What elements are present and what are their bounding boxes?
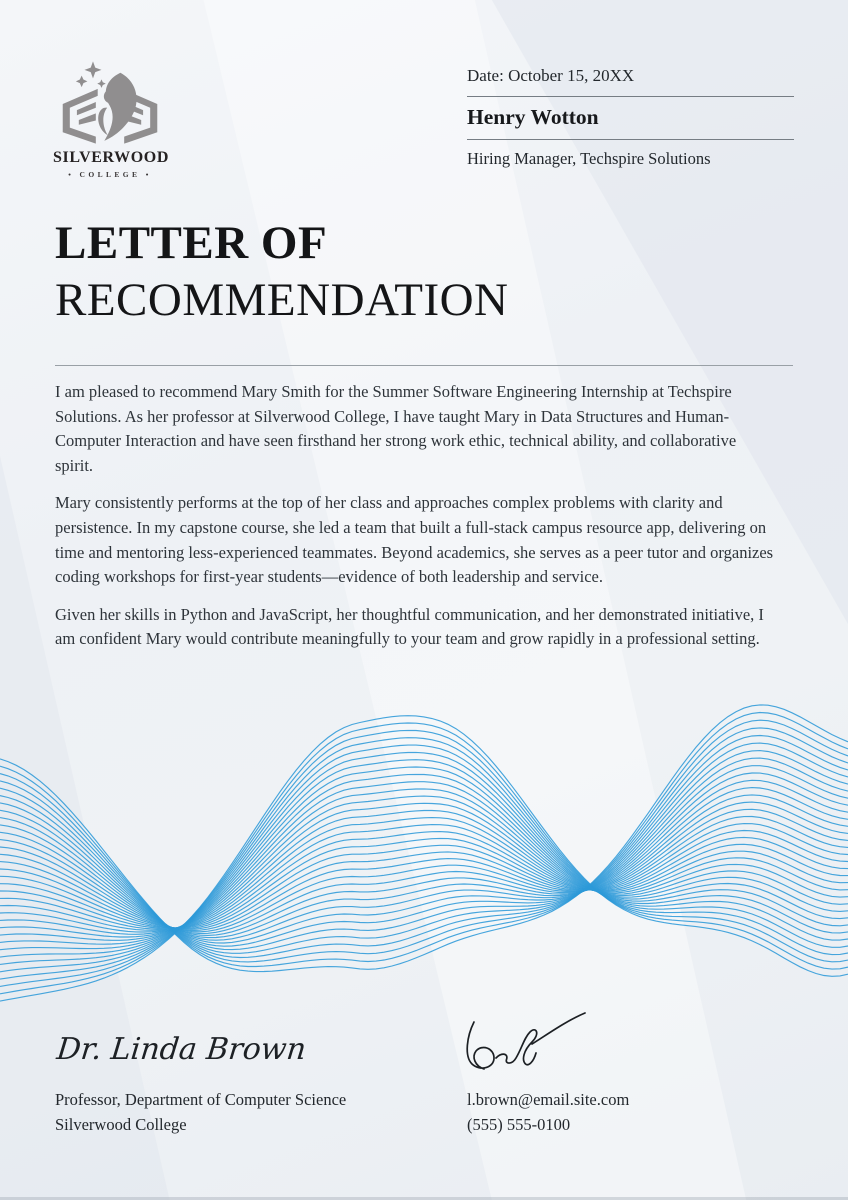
letter-body — [55, 380, 777, 652]
page-title-line1: LETTER OF — [55, 217, 328, 269]
paragraph: Given her skills in Python and JavaScript, her thoughtful communication, and her demonstrated initiative, I am confident Mary would contribute meaningfully to your team and grow rapidly in a professional setting. — [55, 604, 764, 649]
college-tagline: • COLLEGE • — [68, 170, 152, 179]
page-title — [55, 215, 795, 329]
letter-date: Date: October 15, 20XX — [467, 66, 635, 85]
sender-role: Professor, Department of Computer Science — [55, 1090, 347, 1109]
signature-name-script: Dr. Linda Brown — [55, 1032, 308, 1067]
title-divider — [55, 365, 793, 366]
college-book-person-icon — [58, 60, 162, 146]
sender-email: l.brown@email.site.com — [467, 1090, 630, 1109]
sender-organization: Silverwood College — [55, 1115, 187, 1134]
college-name: SILVERWOOD — [53, 149, 169, 166]
page-title-line2: RECOMMENDATION — [55, 274, 509, 326]
sender-phone: (555) 555-0100 — [467, 1115, 571, 1134]
sender-contact — [467, 1087, 848, 1137]
handwritten-signature — [462, 1008, 602, 1078]
recipient-title: Hiring Manager, Techspire Solutions — [467, 149, 711, 168]
recipient-block — [467, 66, 794, 169]
sender-credentials — [55, 1087, 455, 1137]
paragraph: Mary consistently performs at the top of her class and approaches complex problems with clarity and persistence. In my capstone course, she led a team that built a full-stack campus resource app, delivering on time and mentoring less-experienced teammates. Beyond academics, she serves as a peer tutor and organizes coding workshops for first-year students—evidence of both leadership and service. — [55, 493, 774, 587]
wave-decoration — [0, 695, 848, 1025]
paragraph: I am pleased to recommend Mary Smith for the Summer Software Engineering Internship at Techspire Solutions. As her professor at Silverwood College, I have taught Mary in Data Structures and Human-Computer Interaction and have seen firsthand her strong work ethic, technical ability, and collaborative spirit. — [55, 382, 737, 475]
college-logo — [53, 60, 167, 179]
recipient-name: Henry Wotton — [467, 105, 599, 129]
